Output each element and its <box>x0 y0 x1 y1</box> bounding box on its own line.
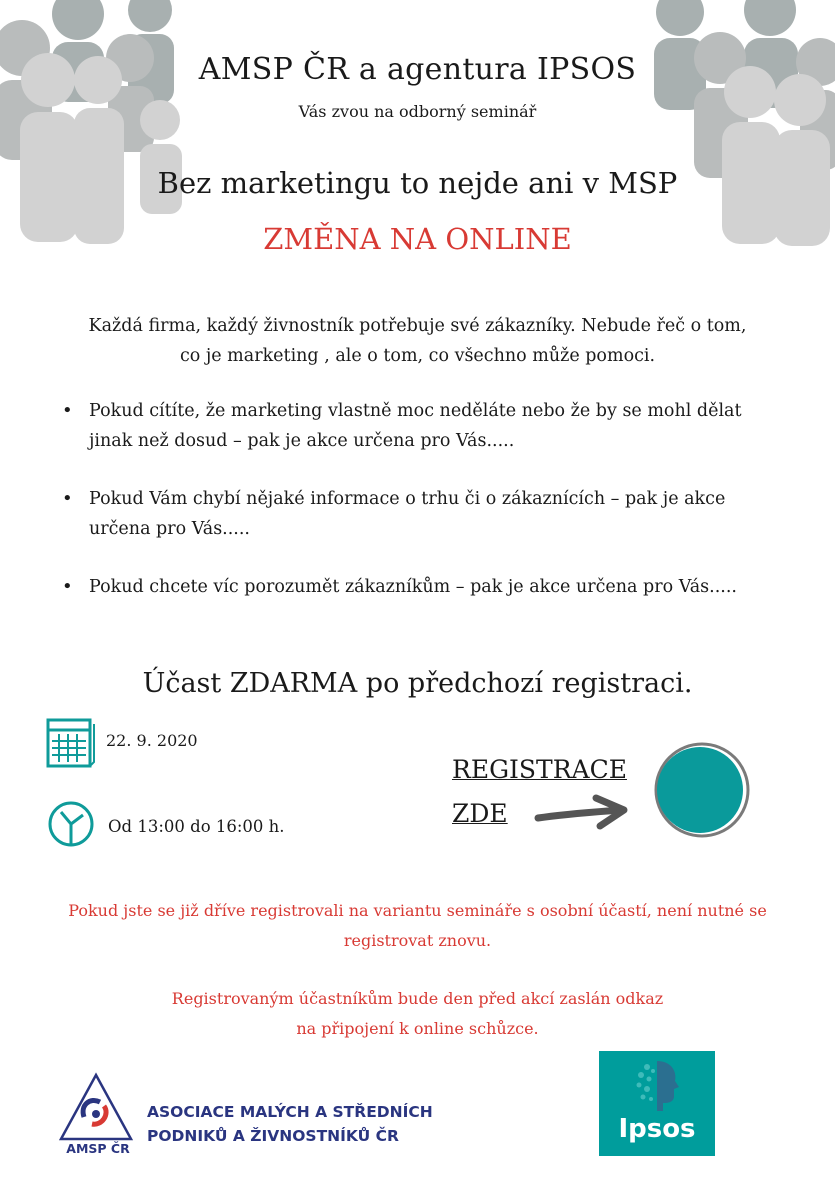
registration-circle-button[interactable] <box>652 740 756 840</box>
seminar-title: Bez marketingu to nejde ani v MSP <box>157 166 678 200</box>
bullet-icon: • <box>62 576 73 597</box>
amsp-logo-icon <box>58 1072 134 1142</box>
bullet-line: jinak než dosud – pak je akce určena pro Vás..... <box>89 431 515 451</box>
amsp-full-name <box>147 1100 433 1148</box>
bullet-item <box>62 484 782 544</box>
arrow-right-icon <box>534 792 634 834</box>
calendar-icon <box>46 716 96 770</box>
organizer-title: AMSP ČR a agentura IPSOS <box>198 52 637 87</box>
ipsos-head-icon <box>627 1055 687 1113</box>
amsp-name-line: ASOCIACE MALÝCH A STŘEDNÍCH <box>147 1103 433 1121</box>
ipsos-logo <box>599 1051 715 1156</box>
note-line: na připojení k online schůzce. <box>296 1019 539 1038</box>
invitation-subtitle: Vás zvou na odborný seminář <box>298 102 537 121</box>
amsp-short-name: AMSP ČR <box>66 1141 130 1156</box>
intro-line: Každá firma, každý živnostník potřebuje své zákazníky. Nebude řeč o tom, <box>88 316 747 336</box>
amsp-name-line: PODNIKŮ A ŽIVNOSTNÍKŮ ČR <box>147 1127 399 1145</box>
bullet-item <box>62 572 782 602</box>
bullet-item <box>62 396 782 456</box>
online-link-note <box>0 984 835 1044</box>
registration-link-line: REGISTRACE <box>452 755 627 784</box>
ipsos-wordmark: Ipsos <box>618 1114 696 1144</box>
bullet-icon: • <box>62 400 73 421</box>
bullet-line: určena pro Vás..... <box>89 519 250 539</box>
event-time: Od 13:00 do 16:00 h. <box>108 817 285 836</box>
bullet-line: Pokud chcete víc porozumět zákazníkům – pak je akce určena pro Vás..... <box>89 577 737 597</box>
event-date: 22. 9. 2020 <box>106 731 198 750</box>
people-silhouettes-left-icon <box>0 0 200 250</box>
note-line: registrovat znovu. <box>343 931 492 950</box>
re-registration-note <box>0 896 835 956</box>
clock-icon <box>47 800 95 848</box>
online-change-notice: ZMĚNA NA ONLINE <box>263 222 572 256</box>
bullet-icon: • <box>62 488 73 509</box>
free-participation-heading: Účast ZDARMA po předchozí registraci. <box>142 668 693 699</box>
note-line: Pokud jste se již dříve registrovali na variantu semináře s osobní účastí, není nutné se <box>68 901 767 920</box>
registration-link-line: ZDE <box>452 799 508 828</box>
note-line: Registrovaným účastníkům bude den před akcí zaslán odkaz <box>171 989 664 1008</box>
intro-line: co je marketing , ale o tom, co všechno může pomoci. <box>179 346 656 366</box>
people-silhouettes-right-icon <box>640 0 835 250</box>
bullet-line: Pokud Vám chybí nějaké informace o trhu či o zákaznících – pak je akce <box>89 489 726 509</box>
bullet-line: Pokud cítíte, že marketing vlastně moc neděláte nebo že by se mohl dělat <box>89 401 742 421</box>
intro-paragraph <box>0 311 835 371</box>
